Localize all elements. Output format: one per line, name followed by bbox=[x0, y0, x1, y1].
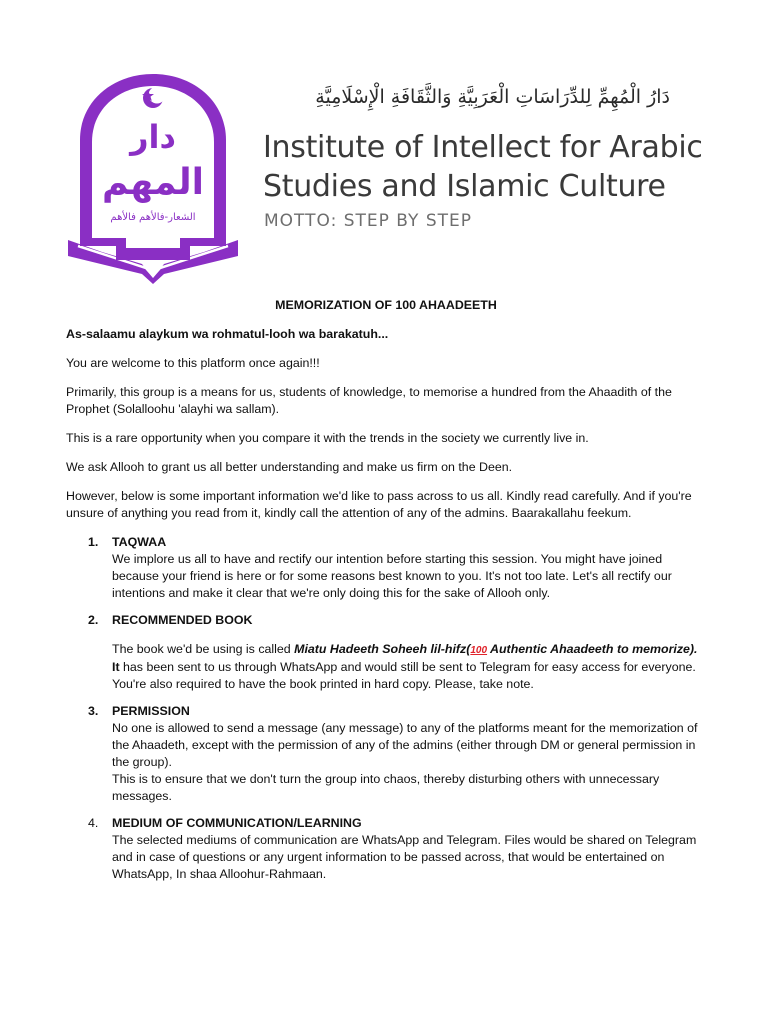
institute-name-line1: Institute of Intellect for Arabic bbox=[263, 130, 703, 165]
document-title: MEMORIZATION OF 100 AHAADEETH bbox=[275, 298, 497, 312]
logo-arabic-motto: الشعار-فالأهم فالأهم bbox=[110, 212, 196, 223]
institute-logo bbox=[62, 70, 244, 286]
paragraph: However, below is some important information we'd like to pass across to us all. Kindly read carefully. And if you're unsure of anything you read from it, kindly call the attention of any of the admins. Baarakallahu feekum. bbox=[66, 489, 692, 520]
item-title: RECOMMENDED BOOK bbox=[112, 613, 253, 627]
item-number: 4. bbox=[88, 816, 99, 830]
item-body: This is to ensure that we don't turn the group into chaos, thereby disturbing others with unnecessary messages. bbox=[112, 772, 660, 803]
item-body: No one is allowed to send a message (any message) to any of the platforms meant for the memorization of the Ahaadeth, except with the permission of any of the admins (either through DM or general permission in the group). bbox=[112, 721, 698, 769]
paragraph: Primarily, this group is a means for us, students of knowledge, to memorise a hundred from the Ahaadith of the Prophet (Solalloohu 'alayhi wa sallam). bbox=[66, 385, 672, 416]
document-body bbox=[66, 297, 706, 893]
list-item bbox=[66, 534, 706, 602]
paragraph: This is a rare opportunity when you compare it with the trends in the society we currently live in. bbox=[66, 431, 589, 445]
item-body-bold: It bbox=[112, 660, 120, 674]
item-body-text: The book we'd be using is called bbox=[112, 642, 295, 656]
list-item bbox=[66, 612, 706, 693]
book-title: Miatu Hadeeth Soheeh lil-hifz( bbox=[294, 642, 471, 656]
document-header bbox=[0, 0, 768, 300]
logo-arabic-top: دار bbox=[130, 118, 176, 156]
list-item bbox=[66, 703, 706, 805]
paragraph: We ask Allooh to grant us all better understanding and make us firm on the Deen. bbox=[66, 460, 513, 474]
institute-name-line2: Studies and Islamic Culture bbox=[263, 169, 666, 204]
item-body: We implore us all to have and rectify our intention before starting this session. You might have joined because your friend is here or for some reasons best known to you. It's not too late. Let's all rectify our intentions and make it clear that we're only doing this for the sake of Allooh only. bbox=[112, 552, 672, 600]
item-body bbox=[112, 641, 706, 693]
item-title: MEDIUM OF COMMUNICATION/LEARNING bbox=[112, 816, 362, 830]
item-title: PERMISSION bbox=[112, 704, 190, 718]
item-number: 3. bbox=[88, 704, 99, 718]
paragraph: You are welcome to this platform once again!!! bbox=[66, 356, 320, 370]
item-title: TAQWAA bbox=[112, 535, 167, 549]
list-item bbox=[66, 815, 706, 883]
item-body-text: has been sent to us through WhatsApp and would still be sent to Telegram for easy access for everyone. You're also required to have the book printed in hard copy. Please, take note. bbox=[112, 660, 696, 691]
item-body: The selected mediums of communication are WhatsApp and Telegram. Files would be shared on Telegram and in case of questions or any urgent information to be passed across, that would be entertained on WhatsApp, In shaa Alloohur-Rahmaan. bbox=[112, 833, 697, 881]
arabic-institute-title: دَارُ الْمُهِمِّ لِلدِّرَاسَاتِ الْعَرَبِيَّةِ وَالثَّقَافَةِ الْإِسْلَامِيَّةِ bbox=[315, 86, 670, 108]
hundred-emoji-icon: 100 bbox=[470, 645, 488, 656]
greeting: As-salaamu alaykum wa rohmatul-looh wa barakatuh... bbox=[66, 327, 389, 341]
logo-arabic-bottom: المهم bbox=[102, 162, 204, 203]
item-number: 1. bbox=[88, 535, 99, 549]
motto: MOTTO: STEP BY STEP bbox=[264, 211, 472, 231]
item-number: 2. bbox=[88, 613, 99, 627]
institute-name bbox=[263, 128, 743, 206]
book-title-rest: Authentic Ahaadeeth to memorize). bbox=[487, 642, 698, 656]
rules-list bbox=[66, 534, 706, 883]
